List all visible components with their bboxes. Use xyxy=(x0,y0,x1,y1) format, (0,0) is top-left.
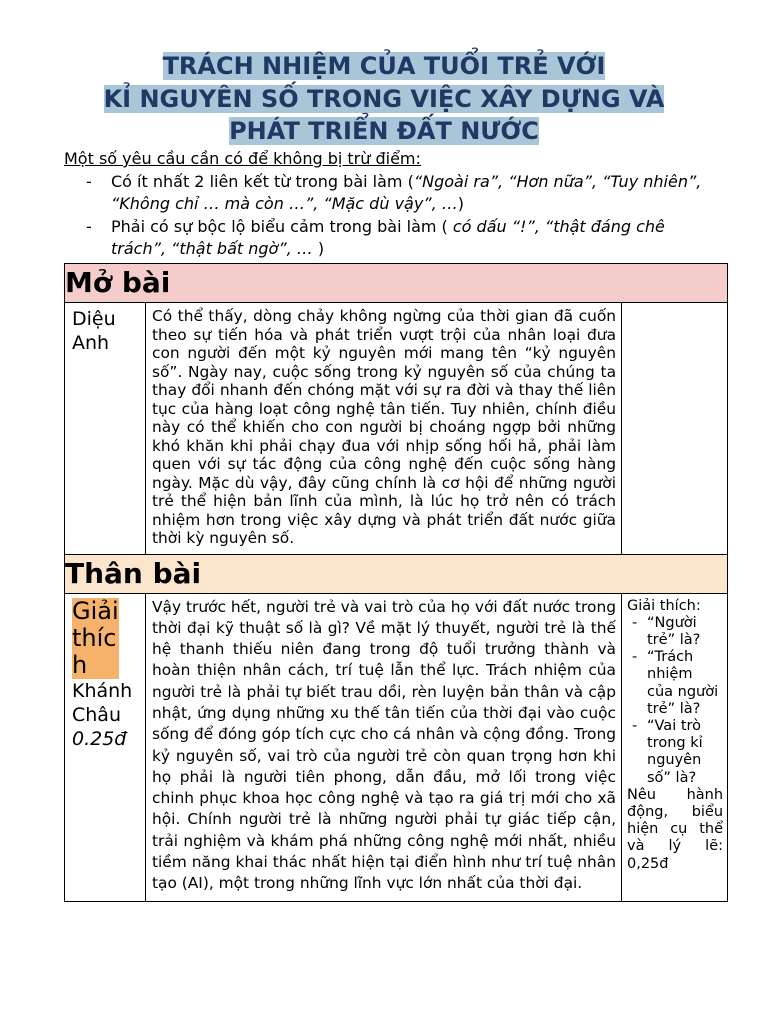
requirement-text-end: ) xyxy=(312,239,325,258)
requirements-block xyxy=(64,148,714,261)
note-item: - “Vai trò trong kỉ nguyên số” là? xyxy=(627,718,723,787)
intro-author: Diệu Anh xyxy=(65,303,146,555)
essay-table xyxy=(64,263,728,902)
body-note-cell xyxy=(622,593,728,901)
note-tail: Nêu hành động, biểu hiện cụ thể và lý lẽ: 0,25đ xyxy=(627,786,724,872)
note-heading: Giải thích: xyxy=(627,597,701,614)
requirement-examples: “Ngoài ra”, “Hơn nữa”, “Tuy nhiên”, “Không chỉ … mà còn …”, “Mặc dù vậy”, … xyxy=(111,171,702,213)
section-label-line: Giải xyxy=(72,596,119,625)
requirements-heading: Một số yêu cầu cần có để không bị trừ điểm: xyxy=(64,149,421,168)
document-title xyxy=(60,50,708,148)
note-item: - “Trách nhiệm của người trẻ” là? xyxy=(627,649,723,718)
note-list xyxy=(627,615,723,787)
requirement-item xyxy=(64,216,714,261)
section-label-line: thíc xyxy=(72,623,117,652)
intro-note-cell xyxy=(622,303,728,555)
intro-paragraph: Có thể thấy, dòng chảy không ngừng của thời gian đã cuốn theo sự tiến hóa và phát triển vượt trội của nhân loại đưa con người đến một kỷ nguyên mới mang tên “kỷ nguyên số”. Ngày nay, cuộc sống trong kỷ nguyên số của chúng ta thay đổi nhanh đến chóng mặt với sự ra đời và thay thế liên tục của hàng loạt công nghệ tân tiến. Tuy nhiên, chính điều này có thể khiến cho con người bị choáng ngợp bởi những khó khăn khi phải chạy đua với nhịp sống hối hả, phải làm quen với sự tác động của công nghệ đến cuộc sống hàng ngày. Mặc dù vậy, đây cũng chính là cơ hội để những người trẻ thể hiện bản lĩnh của mình, là lúc họ trở nên có trách nhiệm hơn trong việc xây dựng và phát triển đất nước giữa thời kỳ nguyên số. xyxy=(146,303,622,555)
body-heading: Thân bài xyxy=(65,554,728,593)
requirement-text-end: ) xyxy=(457,194,465,213)
intro-row xyxy=(65,303,728,555)
title-line-1: TRÁCH NHIỆM CỦA TUỔI TRẺ VỚI xyxy=(162,52,606,80)
body-row xyxy=(65,593,728,901)
section-label-highlight xyxy=(72,598,119,679)
body-score: 0.25đ xyxy=(72,727,127,750)
requirement-text: Có ít nhất 2 liên kết từ trong bài làm ( xyxy=(111,171,414,191)
section-label-line: h xyxy=(72,650,88,679)
body-paragraph: Vậy trước hết, người trẻ và vai trò của họ với đất nước trong thời đại kỹ thuật số là gì? Về mặt lý thuyết, người trẻ là thế hệ thanh thiếu niên đang trong độ tuổi trưởng thành và hoàn thiện nhân cách, trí tuệ lẫn thể lực. Trách nhiệm của người trẻ là phải tự biết trau dồi, rèn luyện bản thân và cập nhật, ứng dụng những xu thế tân tiến của thời đại vào cuộc sống để đóng góp tích cực cho cá nhân và cộng đồng. Trong kỷ nguyên số, vai trò của người trẻ còn quan trọng hơn khi họ phải là người tiên phong, dẫn đầu, mở lối trong việc chinh phục khoa học công nghệ và tạo ra giá trị mới cho xã hội. Chính người trẻ là những người phải tự giác tiếp cận, trải nghiệm và khám phá những công nghệ mới nhất, nhiều tiềm năng khai thác nhất hiện tại điển hình như trí tuệ nhân tạo (AI), một trong những lĩnh vực lớn nhất của thời đại. xyxy=(146,593,622,901)
note-item: - “Người trẻ” là? xyxy=(627,615,723,649)
title-line-3: PHÁT TRIỂN ĐẤT NƯỚC xyxy=(229,117,539,145)
body-author: Khánh Châu xyxy=(72,679,133,726)
intro-heading: Mở bài xyxy=(65,264,728,303)
requirements-list xyxy=(64,171,714,261)
body-author-cell xyxy=(65,593,146,901)
requirement-text: Phải có sự bộc lộ biểu cảm trong bài làm ( xyxy=(111,216,453,236)
requirement-examples: có dấu “!”, “thật đáng chê trách”, “thật bất ngờ”, … xyxy=(111,216,665,258)
title-line-2: KỈ NGUYÊN SỐ TRONG VIỆC XÂY DỰNG VÀ xyxy=(103,84,665,113)
body-heading-row xyxy=(65,554,728,593)
requirement-item xyxy=(64,171,714,216)
intro-heading-row xyxy=(65,264,728,303)
